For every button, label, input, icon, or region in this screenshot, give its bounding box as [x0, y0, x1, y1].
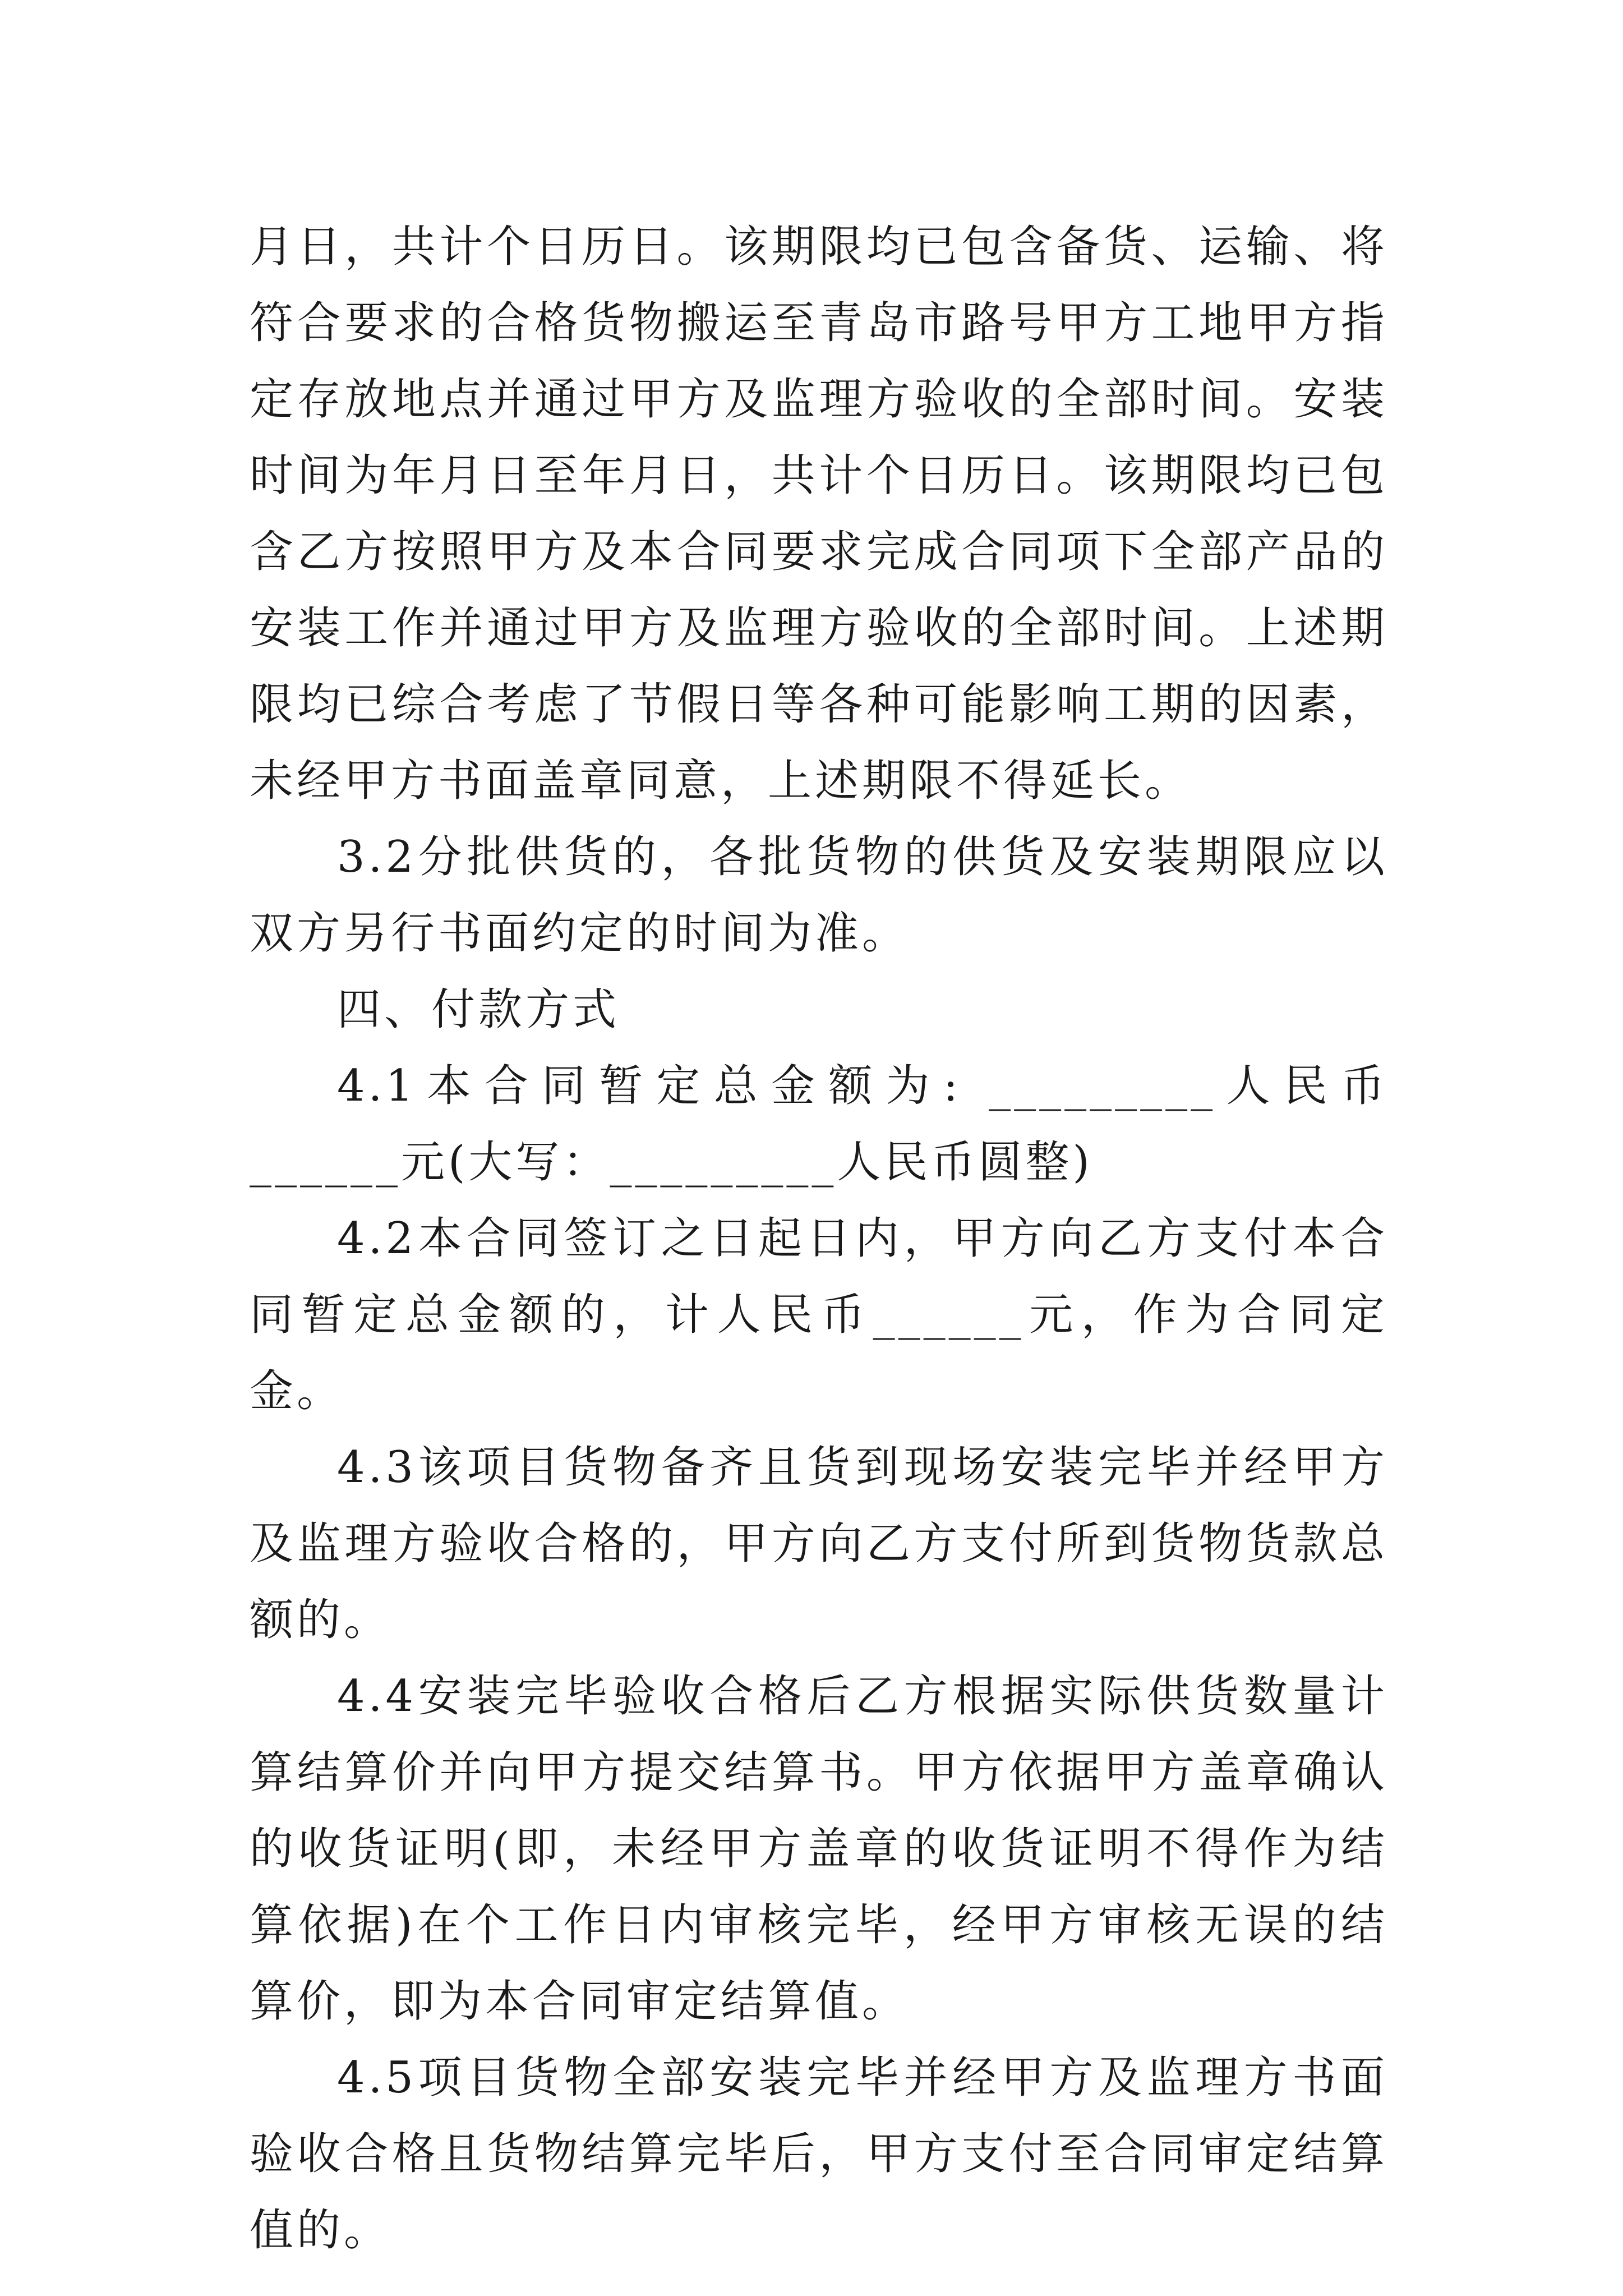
- paragraph-continuation: 月日，共计个日历日。该期限均已包含备货、运输、将符合要求的合格货物搬运至青岛市路号甲方工地甲方指定存放地点并通过甲方及监理方验收的全部时间。安装时间为年月日至年月日，共计个日历日。该期限均已包含乙方按照甲方及本合同要求完成合同项下全部产品的安装工作并通过甲方及监理方验收的全部时间。上述期限均已综合考虑了节假日等各种可能影响工期的因素，未经甲方书面盖章同意，上述期限不得延长。: [250, 222, 1388, 806]
- paragraph-4-1: 4.1本合同暂定总金额为: _________人民币______元(大写：_________人民币圆整): [250, 1061, 1388, 1188]
- paragraph-4-5: 4.5项目货物全部安装完毕并经甲方及监理方书面验收合格且货物结算完毕后，甲方支付至合同审定结算值的。: [250, 2053, 1388, 2256]
- document-body: [250, 209, 1388, 2269]
- paragraph-4-3: 4.3该项目货物备齐且货到现场安装完毕并经甲方及监理方验收合格的，甲方向乙方支付所到货物货款总额的。: [250, 1442, 1388, 1645]
- paragraph-4-2: 4.2本合同签订之日起日内，甲方向乙方支付本合同暂定总金额的，计人民币______元，作为合同定金。: [250, 1213, 1388, 1416]
- section-heading-4: 四、付款方式: [337, 984, 620, 1035]
- paragraph-4-4: 4.4安装完毕验收合格后乙方根据实际供货数量计算结算价并向甲方提交结算书。甲方依据甲方盖章确认的收货证明(即，未经甲方盖章的收货证明不得作为结算依据)在个工作日内审核完毕，经甲方审核无误的结算价，即为本合同审定结算值。: [250, 1671, 1388, 2027]
- paragraph-3-2: 3.2分批供货的，各批货物的供货及安装期限应以双方另行书面约定的时间为准。: [250, 832, 1388, 959]
